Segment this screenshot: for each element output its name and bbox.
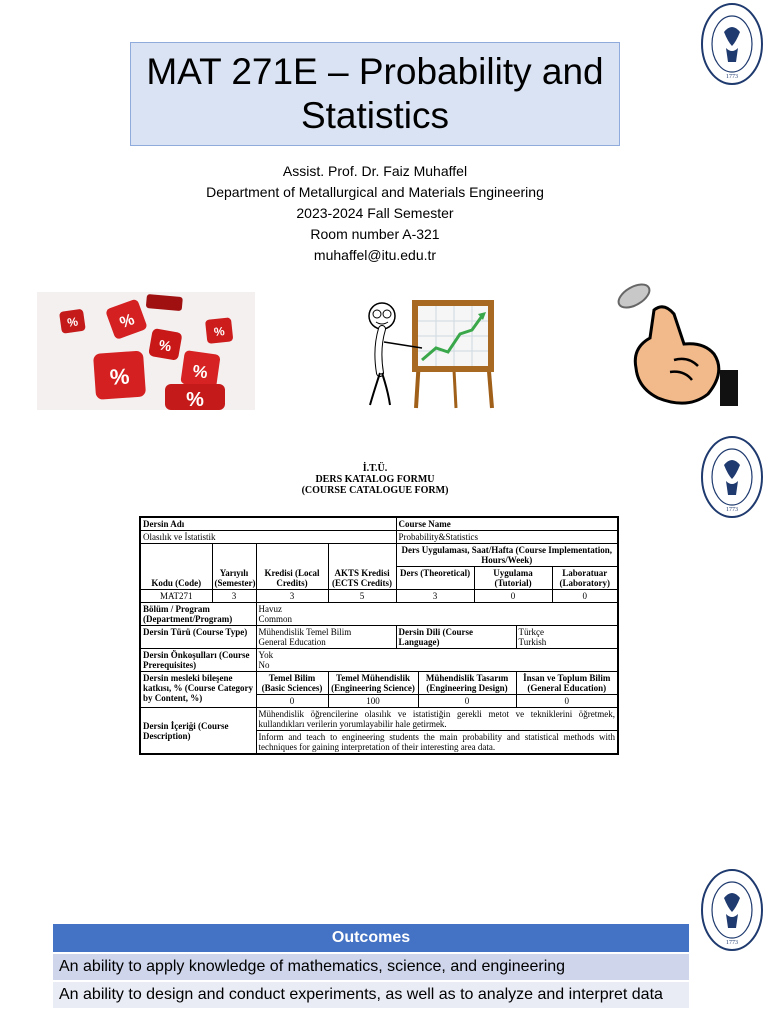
- email-address: muhaffel@itu.edu.tr: [313, 247, 437, 263]
- form-header-itu: İ.T.Ü.: [362, 463, 388, 474]
- seal-year: 1773: [726, 74, 738, 80]
- course-description-tr: Mühendislik öğrencilerine olasılık ve istatistiğin gerekli metot ve tekniklerini öğretmek, kullandıkları verilerin yorumlayabilir hale getirmek.: [256, 708, 618, 731]
- coin-flip-thumb-image: [614, 280, 738, 406]
- department-value-en: Common: [258, 614, 293, 624]
- die-symbol: %: [191, 361, 209, 383]
- form-header-subtitle: (COURSE CATALOGUE FORM): [301, 485, 449, 496]
- implementation-label: Ders Uygulaması, Saat/Hafta (Course Implementation, Hours/Week): [396, 544, 618, 567]
- code-label: Kodu (Code): [140, 544, 212, 590]
- course-title-box: [130, 42, 620, 146]
- department-value-tr: Havuz: [258, 604, 282, 614]
- percent-dice-image: [37, 292, 255, 410]
- engineering-science-value: 100: [328, 695, 418, 708]
- form-header-title: DERS KATALOG FORMU: [315, 474, 435, 485]
- department-label: Bölüm / Program (Department/Program): [140, 603, 256, 626]
- course-type-value-en: General Education: [258, 637, 326, 647]
- seal-year: 1773: [726, 940, 738, 946]
- course-type-value: [256, 626, 396, 649]
- die-symbol: %: [213, 324, 226, 340]
- course-type-value-tr: Mühendislik Temel Bilim: [258, 627, 352, 637]
- die-symbol: %: [66, 314, 79, 330]
- table-row: [140, 672, 618, 695]
- code-value: MAT271: [140, 590, 212, 603]
- die-symbol: %: [109, 363, 131, 390]
- engineering-design-label: Mühendislik Tasarım (Engineering Design): [418, 672, 516, 695]
- engineering-science-label: Temel Mühendislik (Engineering Science): [328, 672, 418, 695]
- table-row: [140, 603, 618, 626]
- prerequisites-value-tr: Yok: [258, 650, 274, 660]
- catalogue-form-slide: [0, 430, 768, 850]
- prerequisites-label: Dersin Önkoşulları (Course Prerequisites): [140, 649, 256, 672]
- outcome-row: An ability to apply knowledge of mathematics, science, and engineering: [53, 952, 689, 980]
- table-row: [140, 649, 618, 672]
- presenter-chart-cartoon: [360, 290, 500, 412]
- course-title-line2: Statistics: [300, 95, 450, 136]
- seal-year: 1773: [726, 507, 738, 513]
- department-value: [256, 603, 618, 626]
- table-row: [140, 590, 618, 603]
- outcome-row: An ability to design and conduct experiments, as well as to analyze and interpret data: [53, 980, 689, 1008]
- itu-seal-logo: [700, 435, 764, 519]
- engineering-design-value: 0: [418, 695, 516, 708]
- semester-label: Yarıyılı (Semester): [212, 544, 256, 590]
- local-credits-label: Kredisi (Local Credits): [256, 544, 328, 590]
- die-symbol: %: [157, 336, 173, 355]
- course-type-label: Dersin Türü (Course Type): [140, 626, 256, 649]
- course-name-tr-value: Olasılık ve İstatistik: [140, 531, 396, 544]
- department-name: Department of Metallurgical and Materials Engineering: [206, 184, 544, 200]
- general-education-value: 0: [516, 695, 618, 708]
- title-slide: [0, 0, 768, 425]
- outcomes-slide: [0, 860, 768, 1024]
- outcomes-header: Outcomes: [53, 924, 689, 952]
- course-language-label: Dersin Dili (Course Language): [396, 626, 516, 649]
- table-row: [140, 531, 618, 544]
- local-credits-value: 3: [256, 590, 328, 603]
- table-row: [140, 544, 618, 567]
- general-education-label: İnsan ve Toplum Bilim (General Education): [516, 672, 618, 695]
- course-language-value: [516, 626, 618, 649]
- outcomes-table: [53, 924, 689, 1008]
- prerequisites-value: [256, 649, 618, 672]
- die-symbol: %: [186, 389, 204, 410]
- ects-label: AKTS Kredisi (ECTS Credits): [328, 544, 396, 590]
- basic-sciences-label: Temel Bilim (Basic Sciences): [256, 672, 328, 695]
- itu-seal-logo: [700, 2, 764, 86]
- tutorial-label: Uygulama (Tutorial): [474, 567, 552, 590]
- course-name-tr-label: Dersin Adı: [140, 517, 396, 531]
- room-number: Room number A-321: [310, 226, 440, 242]
- course-description-label: Dersin İçeriği (Course Description): [140, 708, 256, 755]
- course-title-line1: MAT 271E – Probability and: [146, 51, 604, 92]
- instructor-info: [150, 161, 600, 266]
- course-language-value-tr: Türkçe: [518, 627, 545, 637]
- form-header: [200, 463, 550, 496]
- tutorial-value: 0: [474, 590, 552, 603]
- course-catalogue-table: [139, 516, 619, 755]
- prerequisites-value-en: No: [258, 660, 270, 670]
- ects-value: 5: [328, 590, 396, 603]
- theoretical-value: 3: [396, 590, 474, 603]
- basic-sciences-value: 0: [256, 695, 328, 708]
- course-category-label: Dersin mesleki bileşene katkısı, % (Course Category by Content, %): [140, 672, 256, 708]
- semester-value: 3: [212, 590, 256, 603]
- table-row: [140, 708, 618, 731]
- laboratory-label: Laboratuar (Laboratory): [552, 567, 618, 590]
- table-row: [140, 626, 618, 649]
- course-language-value-en: Turkish: [518, 637, 547, 647]
- instructor-name: Assist. Prof. Dr. Faiz Muhaffel: [282, 163, 468, 179]
- course-name-en-label: Course Name: [396, 517, 618, 531]
- course-description-en: Inform and teach to engineering students the main probability and statistical methods with techniques for gaining interpretation of their interesting area data.: [256, 731, 618, 755]
- die-symbol: %: [117, 311, 137, 332]
- itu-seal-logo: [700, 868, 764, 952]
- theoretical-label: Ders (Theoretical): [396, 567, 474, 590]
- laboratory-value: 0: [552, 590, 618, 603]
- course-name-en-value: Probability&Statistics: [396, 531, 618, 544]
- table-row: [140, 517, 618, 531]
- semester-text: 2023-2024 Fall Semester: [296, 205, 454, 221]
